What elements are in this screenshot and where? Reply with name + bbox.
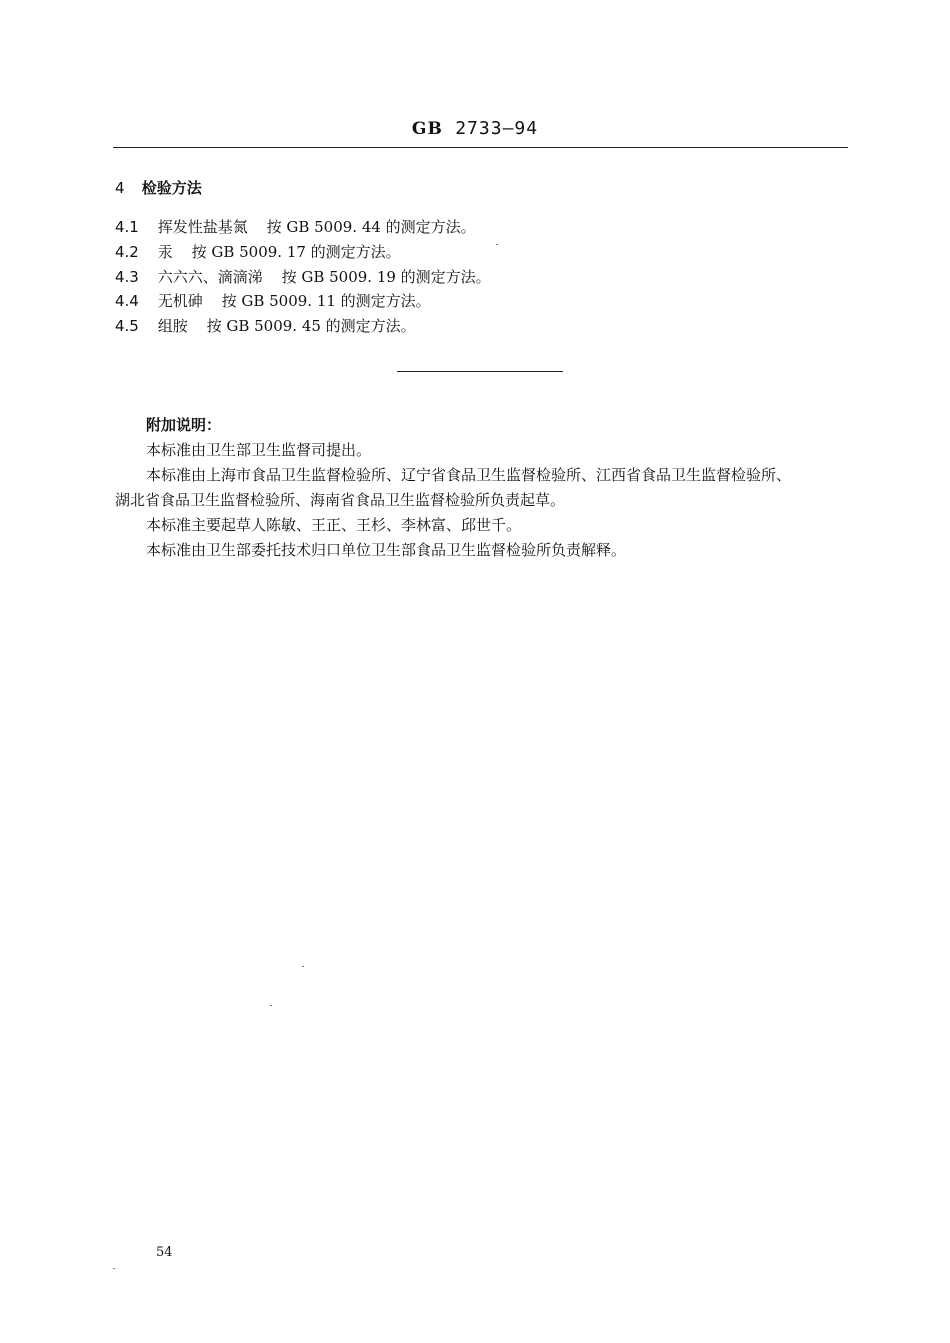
scan-speck xyxy=(302,966,304,967)
section-title: 检验方法 xyxy=(141,179,202,197)
item-name: 六六六、滴滴涕 xyxy=(157,268,263,286)
item-method: 按 GB 5009. 45 的测定方法。 xyxy=(206,317,416,335)
standard-code: 2733—94 xyxy=(455,118,539,139)
notes-line: 湖北省食品卫生监督检验所、海南省食品卫生监督检验所负责起草。 xyxy=(115,491,566,509)
item-number: 4.2 xyxy=(115,243,139,261)
notes-line: 本标准由卫生部卫生监督司提出。 xyxy=(146,441,372,459)
section-end-rule xyxy=(397,371,563,372)
list-item xyxy=(115,315,416,336)
item-name: 挥发性盐基氮 xyxy=(157,218,248,236)
scan-speck xyxy=(113,1268,115,1269)
item-name: 汞 xyxy=(157,243,173,261)
page-number: 54 xyxy=(156,1245,173,1260)
item-number: 4.5 xyxy=(115,317,139,335)
header-rule xyxy=(113,147,848,148)
item-number: 4.3 xyxy=(115,268,139,286)
item-method: 按 GB 5009. 11 的测定方法。 xyxy=(221,292,431,310)
list-item xyxy=(115,290,431,311)
standard-prefix: GB xyxy=(411,119,443,139)
item-method: 按 GB 5009. 17 的测定方法。 xyxy=(191,243,401,261)
notes-line: 本标准由卫生部委托技术归口单位卫生部食品卫生监督检验所负责解释。 xyxy=(146,541,627,559)
document-header xyxy=(0,118,950,139)
list-item xyxy=(115,216,476,237)
scan-speck xyxy=(496,244,498,245)
section-number: 4 xyxy=(115,179,125,197)
list-item xyxy=(115,241,401,262)
notes-line: 本标准由上海市食品卫生监督检验所、辽宁省食品卫生监督检验所、江西省食品卫生监督检验所、 xyxy=(146,466,792,484)
item-number: 4.4 xyxy=(115,292,139,310)
section-heading xyxy=(115,177,202,198)
item-name: 无机砷 xyxy=(157,292,203,310)
item-number: 4.1 xyxy=(115,218,139,236)
item-name: 组胺 xyxy=(157,317,188,335)
item-method: 按 GB 5009. 19 的测定方法。 xyxy=(281,268,491,286)
item-method: 按 GB 5009. 44 的测定方法。 xyxy=(266,218,476,236)
notes-line: 本标准主要起草人陈敏、王正、王杉、李林富、邱世千。 xyxy=(146,516,522,534)
notes-title: 附加说明： xyxy=(146,416,222,434)
scan-speck xyxy=(270,1005,272,1006)
list-item xyxy=(115,266,491,287)
